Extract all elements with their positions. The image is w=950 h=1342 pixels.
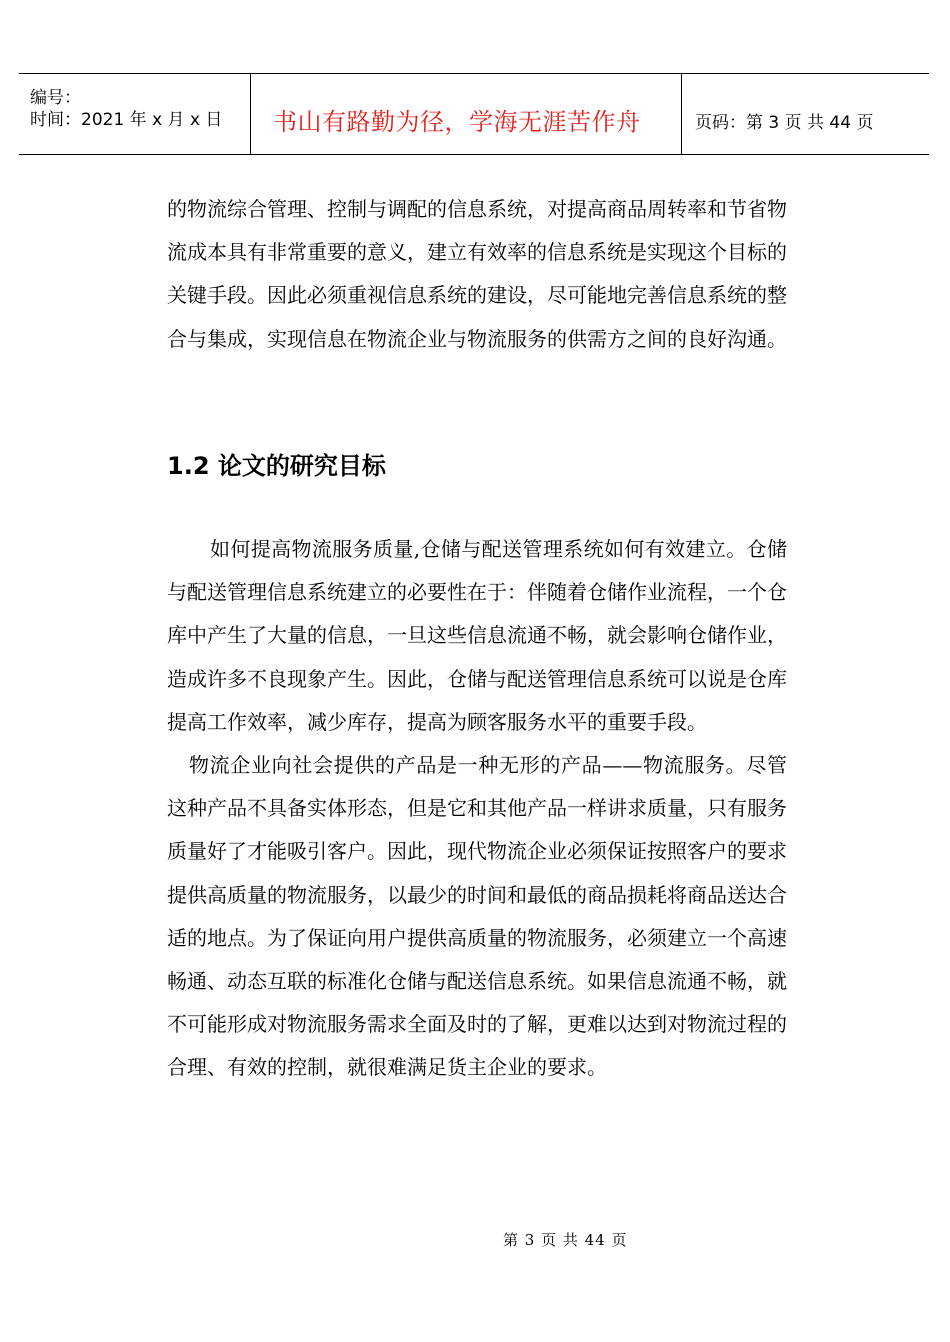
header-page-code: 页码：第 3 页 共 44 页 bbox=[695, 113, 874, 133]
document-number-label: 编号： bbox=[30, 88, 81, 108]
intro-block bbox=[167, 188, 807, 361]
body-paragraph-1: 如何提高物流服务质量,仓储与配送管理系统如何有效建立。仓储与配送管理信息系统建立的必要性在于：伴随着仓储作业流程，一个仓库中产生了大量的信息，一旦这些信息流通不畅，就会影响仓储作业，造成许多不良现象产生。因此，仓储与配送管理信息系统可以说是仓库提高工作效率，减少库存，提高为顾客服务水平的重要手段。 bbox=[167, 537, 787, 734]
header-motto: 书山有路勤为径，学海无涯苦作舟 bbox=[273, 108, 641, 136]
header-table bbox=[19, 73, 929, 155]
section-heading: 1.2 论文的研究目标 bbox=[167, 452, 386, 480]
header-left-cell bbox=[19, 74, 251, 154]
body-paragraph-2: 物流企业向社会提供的产品是一种无形的产品——物流服务。尽管这种产品不具备实体形态，但是它和其他产品一样讲求质量，只有服务质量好了才能吸引客户。因此，现代物流企业必须保证按照客户的要求提供高质量的物流服务，以最少的时间和最低的商品损耗将商品送达合适的地点。为了保证向用户提供高质量的物流服务，必须建立一个高速畅通、动态互联的标准化仓储与配送信息系统。如果信息流通不畅，就不可能形成对物流服务需求全面及时的了解，更难以达到对物流过程的合理、有效的控制，就很难满足货主企业的要求。 bbox=[167, 753, 787, 1080]
page-footer-text: 第 3 页 共 44 页 bbox=[503, 1231, 628, 1249]
header-page-cell bbox=[682, 74, 929, 154]
intro-paragraph: 的物流综合管理、控制与调配的信息系统，对提高商品周转率和节省物流成本具有非常重要的意义，建立有效率的信息系统是实现这个目标的关键手段。因此必须重视信息系统的建设，尽可能地完善信息系统的整合与集成，实现信息在物流企业与物流服务的供需方之间的良好沟通。 bbox=[167, 197, 787, 351]
section-body bbox=[167, 528, 807, 1090]
header-motto-cell bbox=[251, 74, 682, 154]
document-date-label: 时间：2021 年 x 月 x 日 bbox=[30, 110, 223, 130]
